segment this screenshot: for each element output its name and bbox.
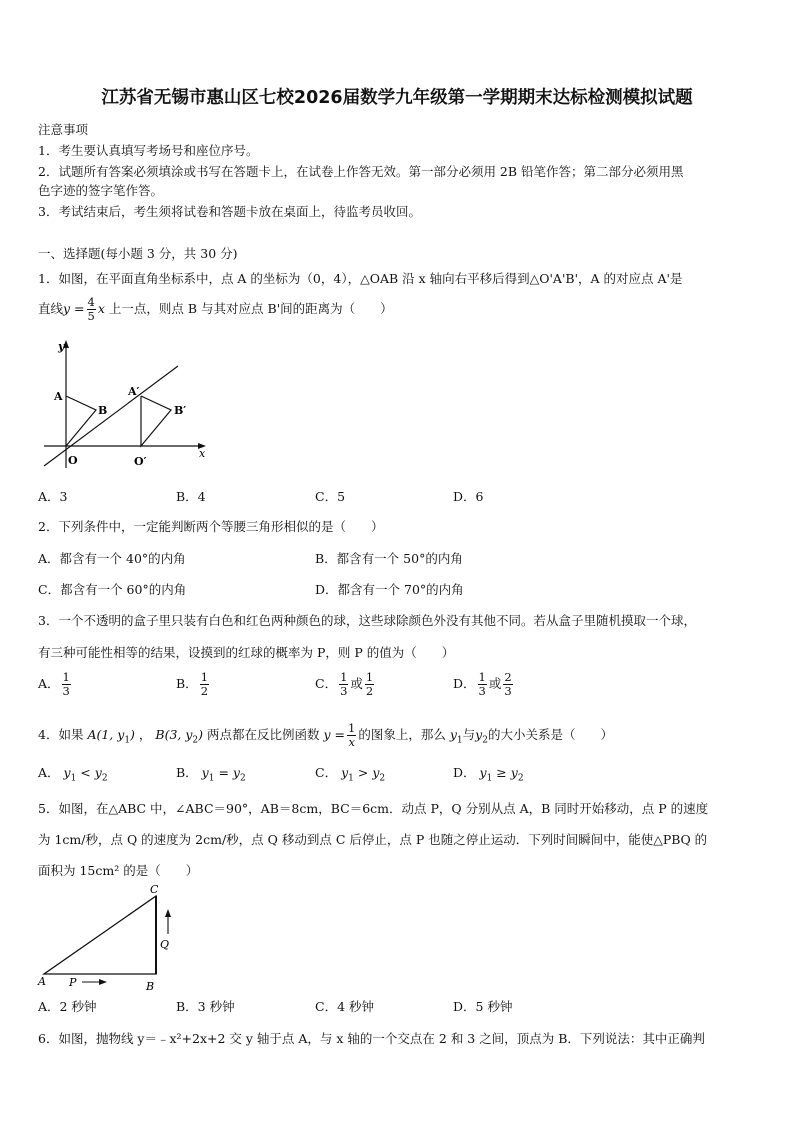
q4-sub: 1: [208, 773, 215, 784]
q4-option-c[interactable]: [315, 765, 385, 787]
q1-x: x: [97, 301, 105, 316]
q4-pre: 4．如果: [38, 727, 84, 742]
q1-stem-line2: [38, 296, 393, 323]
q4-sub: 1: [348, 773, 354, 784]
q4-y1: y: [341, 765, 349, 780]
q2-option-d[interactable]: D．都含有一个 70°的内角: [315, 582, 464, 597]
q3-option-d-label: D．: [453, 676, 476, 691]
q4-stem: 4．如果 A(1, $y_1$) ， B(3, $y_2$) 两点都在反比例函数 y = $\frac{1}{x}$ 的图象上，那么 $y_1$与$y_2$的大小关系是（ ）: [38, 721, 613, 749]
fig-label-C: C: [150, 884, 159, 896]
q4-point-a-end: ): [130, 727, 135, 742]
q4-sub: 1: [456, 735, 463, 746]
q3-or: 或: [350, 676, 363, 691]
notice-item: 色字迹的签字笔作答。: [38, 183, 164, 198]
q3-frac: [62, 671, 71, 698]
q3-frac: [339, 671, 348, 698]
q4-relation: <: [80, 765, 91, 780]
q3-option-a[interactable]: [38, 671, 73, 698]
q4-frac: [347, 722, 356, 749]
q4-sub: 2: [239, 773, 246, 784]
q1-stem-line1: 1．如图，在平面直角坐标系中，点 A 的坐标为（0，4），△OAB 沿 x 轴向右平移后得到△O'A'B'，A 的对应点 A'是: [38, 271, 683, 286]
q4-y2: y: [94, 765, 102, 780]
q4-y2: y: [475, 727, 483, 742]
q3-frac-num: 2: [504, 670, 512, 684]
q3-frac-den: 3: [340, 684, 348, 698]
page-title: 江苏省无锡市惠山区七校2026届数学九年级第一学期期末达标检测模拟试题: [101, 88, 693, 108]
q3-option-c-label: C．: [315, 676, 338, 691]
q4-sub: 2: [379, 773, 386, 784]
q3-option-d[interactable]: [453, 671, 515, 698]
fig-label-B-prime: B′: [174, 404, 187, 417]
q2-option-b[interactable]: B．都含有一个 50°的内角: [315, 551, 463, 566]
fig-label-x: x: [199, 447, 206, 460]
q4-option-d-label: D．: [453, 765, 476, 780]
section-heading: 一、选择题(每小题 3 分，共 30 分): [38, 246, 238, 261]
q3-frac-num: 1: [200, 670, 209, 684]
q4-option-b[interactable]: [176, 765, 246, 787]
q3-frac-den: 3: [62, 684, 70, 698]
fig-label-A: A: [54, 390, 63, 403]
q5-stem-line2: 为 1cm/秒，点 Q 的速度为 2cm/秒，点 Q 移动到点 C 后停止，点 P 也随之停止运动．下列时间瞬间中，能使△PBQ 的: [38, 832, 708, 847]
q4-point-b: B(3, y: [155, 727, 193, 742]
q1-fraction: [87, 296, 96, 323]
q3-stem-line1: 3．一个不透明的盒子里只装有白色和红色两种颜色的球，这些球除颜色外没有其他不同。若从盒子里随机摸取一个球，: [38, 613, 696, 628]
q3-frac: [365, 671, 374, 698]
q5-stem-line1: 5．如图，在△ABC 中，∠ABC＝90°，AB＝8cm，BC＝6cm．动点 P，Q 分别从点 A，B 同时开始移动，点 P 的速度: [38, 801, 709, 816]
q4-y2: y: [232, 765, 240, 780]
q3-option-a-label: A．: [38, 676, 60, 691]
q1-option-a[interactable]: A．3: [38, 489, 68, 504]
q4-point-a: A(1, y: [87, 727, 125, 742]
q4-relation: ≥: [496, 765, 507, 780]
q3-frac-num: 1: [62, 670, 70, 684]
q4-frac-den: x: [348, 735, 355, 749]
q4-y2: y: [372, 765, 380, 780]
q3-option-c[interactable]: [315, 671, 376, 698]
q4-mid: 两点都在反比例函数: [203, 727, 320, 742]
q5-option-c[interactable]: C．4 秒钟: [315, 999, 374, 1014]
fig-label-O: O: [68, 454, 78, 467]
q2-option-a[interactable]: A．都含有一个 40°的内角: [38, 551, 186, 566]
q3-stem-line2: 有三种可能性相等的结果，设摸到的红球的概率为 P，则 P 的值为（ ）: [38, 645, 455, 660]
q4-option-a[interactable]: [38, 765, 108, 787]
q1-frac-den: 5: [87, 309, 95, 323]
q4-point-b-end: ): [198, 727, 204, 742]
q4-option-d[interactable]: [453, 765, 524, 787]
q3-option-b[interactable]: [176, 671, 211, 698]
q5-option-d[interactable]: D．5 秒钟: [453, 999, 513, 1014]
q4-sub: 2: [517, 773, 524, 784]
notice-heading: 注意事项: [38, 122, 89, 137]
q1-figure: [36, 336, 216, 476]
q3-frac-num: 1: [340, 670, 348, 684]
q3-option-b-label: B．: [176, 676, 198, 691]
q1-frac-num: 4: [87, 295, 95, 309]
q4-option-a-label: A．: [38, 765, 60, 780]
q4-option-b-label: B．: [176, 765, 198, 780]
q1-option-c[interactable]: C．5: [315, 489, 346, 504]
q4-y1: y: [201, 765, 209, 780]
notice-item: 2．试题所有答案必须填涂或书写在答题卡上，在试卷上作答无效。第一部分必须用 2B 铅笔作答；第二部分必须用黑: [38, 164, 684, 179]
q5-stem-line3: 面积为 15cm² 的是（ ）: [38, 863, 199, 878]
q5-figure: [36, 884, 186, 994]
q4-and: 与: [462, 727, 476, 742]
q3-frac: [478, 671, 487, 698]
q5-option-a[interactable]: A．2 秒钟: [38, 999, 97, 1014]
q3-frac-den: 3: [478, 684, 486, 698]
fig-label-P: P: [69, 976, 77, 989]
q4-y1: y: [479, 765, 487, 780]
q3-frac-den: 3: [504, 684, 512, 698]
q3-frac: [200, 671, 209, 698]
q1-pre: 直线: [38, 301, 64, 316]
q4-sub: 1: [124, 735, 131, 746]
q1-y-eq: y =: [63, 301, 85, 316]
fig-label-B: B: [146, 980, 155, 993]
q4-sub: 1: [70, 773, 77, 784]
fig-label-O-prime: O′: [134, 455, 147, 468]
q3-frac: [503, 671, 512, 698]
q1-post: 上一点，则点 B 与其对应点 B'间的距离为（ ）: [104, 301, 393, 316]
q4-y2: y: [510, 765, 518, 780]
q3-frac-num: 1: [365, 670, 374, 684]
fig-label-A-prime: A′: [128, 385, 140, 398]
q4-y1: y: [449, 727, 457, 742]
fig-label-y: y: [58, 340, 65, 353]
notice-item: 1．考生要认真填写考场号和座位序号。: [38, 143, 259, 158]
fig-label-B: B: [98, 404, 108, 417]
q6-stem-line1: 6．如图，抛物线 y＝﹣x²+2x+2 交 y 轴于点 A，与 x 轴的一个交点在 2 和 3 之间，顶点为 B．下列说法：其中正确判: [38, 1031, 705, 1046]
q4-sub: 2: [482, 735, 488, 746]
q4-relation: =: [218, 765, 229, 780]
q4-relation: >: [357, 765, 369, 780]
q1-option-b[interactable]: B．4: [176, 489, 206, 504]
q4-y1: y: [63, 765, 71, 780]
q2-option-c[interactable]: C．都含有一个 60°的内角: [38, 582, 187, 597]
q5-option-b[interactable]: B．3 秒钟: [176, 999, 235, 1014]
q1-option-d[interactable]: D．6: [453, 489, 484, 504]
q4-frac-num: 1: [348, 721, 356, 735]
q3-frac-num: 1: [478, 670, 486, 684]
q3-or: 或: [488, 676, 502, 691]
q3-frac-den: 2: [365, 684, 374, 698]
q4-sub: 2: [101, 773, 108, 784]
q4-sub: 2: [192, 735, 199, 746]
q2-stem: 2．下列条件中，一定能判断两个等腰三角形相似的是（ ）: [38, 519, 384, 534]
fig-label-A: A: [38, 975, 46, 988]
fig-label-Q: Q: [160, 938, 170, 951]
q4-option-c-label: C．: [315, 765, 338, 780]
notice-item: 3．考试结束后，考生须将试卷和答题卡放在桌面上，待监考员收回。: [38, 204, 421, 219]
q4-post2: 的大小关系是（ ）: [487, 727, 613, 742]
q4-sub: 1: [486, 773, 493, 784]
q4-y-eq: y =: [323, 727, 346, 742]
q4-post1: 的图象上，那么: [358, 727, 446, 742]
q3-frac-den: 2: [200, 684, 209, 698]
